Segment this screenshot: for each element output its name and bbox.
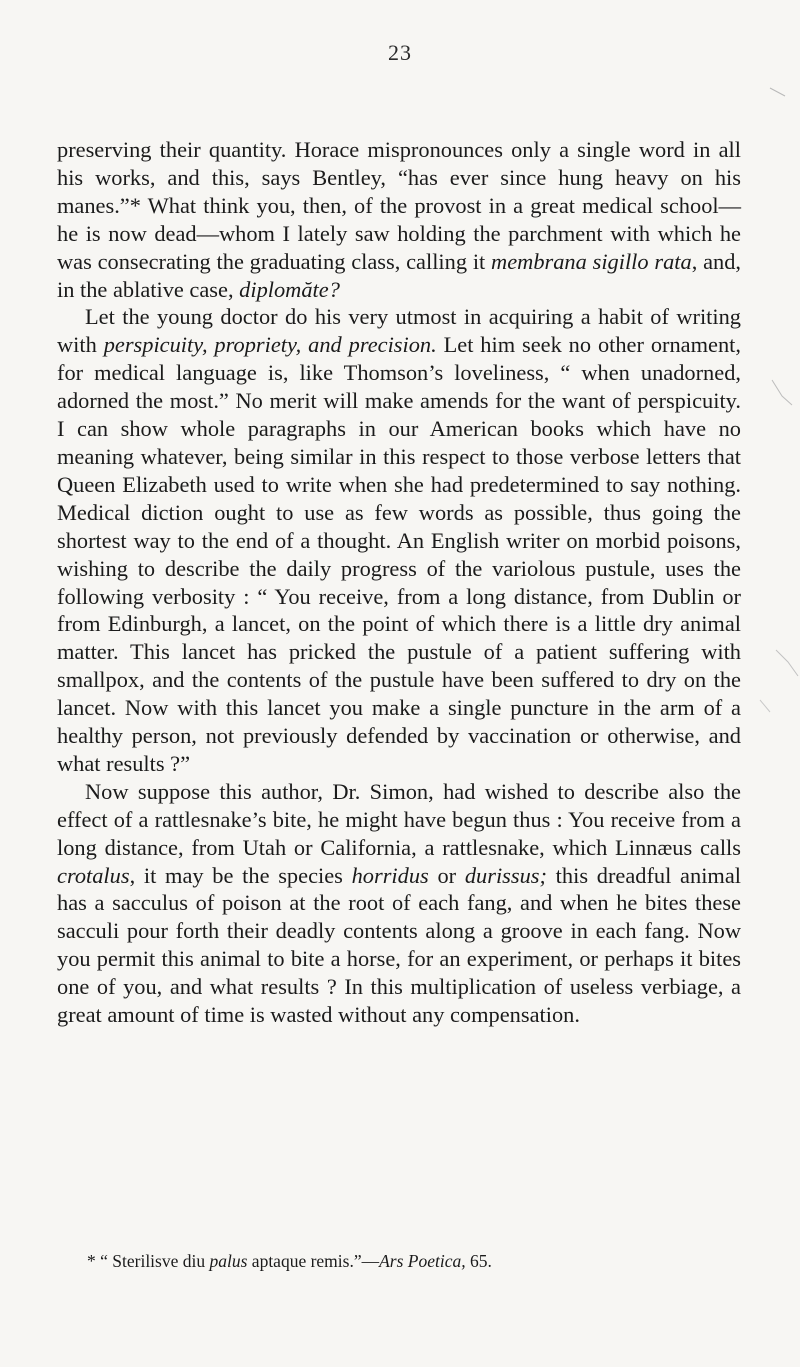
italic-text: perspicuity, propriety, and precision. [103, 332, 437, 358]
page-number: 23 [388, 40, 412, 65]
text-run: Let him seek no other ornament, for medical language is, like Thomson’s loveliness, “ when unadorned, adorned the most.” No merit will make amends for the want of perspicuity. I can show whole paragraphs in our American books which have no meaning whatever, being similar in this respect to those verbose letters that Queen Elizabeth used to write when she had predetermined to say nothing. Medical diction ought to use as few words as possible, thus going the shortest way to the end of a thought. An English writer on morbid poisons, wishing to describe the daily progress of the variolous pustule, uses the following verbosity : “ You receive, from a long distance, from Dublin or from Edinburgh, a lancet, on the point of which there is a little dry animal matter. This lancet has pricked the pustule of a patient suffering with smallpox, and the contents of the pustule have been suffered to dry on the lancet. Now with this lancet you make a single puncture in the arm of a healthy person, not previously defended by vaccination or otherwise, and what results ?” [57, 332, 741, 776]
footnote [57, 1250, 747, 1272]
italic-text: horridus [351, 862, 429, 888]
italic-text: diplomăte? [239, 276, 340, 302]
text-run: Now suppose this author, Dr. Simon, had wished to describe also the effect of a rattlesnake’s bite, he might have begun thus : You receive from a long distance, from Utah or California, a rattlesnake, which Linnæus calls [57, 778, 741, 860]
text-run: , and, in the ablative case, [57, 248, 742, 302]
text-run: or [428, 862, 465, 888]
text-run: preserving their quantity. Horace mispronounces only a single word in all his works, and this, says Bentley, “has ever since hung heavy on his manes.”* What think you, then, of the provost in a great medical school—he is now dead—whom I lately saw holding the parchment with which he was consecrating the graduating class, calling it [57, 137, 741, 274]
body-text [57, 136, 741, 1029]
paragraph-2 [57, 303, 741, 777]
italic-text: durissus; [464, 862, 547, 888]
text-run: * “ Sterilisve diu [87, 1251, 210, 1271]
italic-text: palus [209, 1251, 248, 1271]
text-run: this dreadful animal has a sacculus of poison at the root of each fang, and when he bites these sacculi pour forth their deadly contents along a groove in each fang. Now you permit this animal to bite a horse, for an experiment, or perhaps it bites one of you, and what results ? In this multiplication of useless verbiage, a great amount of time is wasted without any compensation. [57, 862, 741, 1028]
text-run: Let the young doctor do his very utmost in acquiring a habit of writing with [57, 304, 741, 358]
italic-text: membrana sigillo rata [491, 248, 692, 274]
text-run: aptaque remis.”— [247, 1251, 380, 1271]
text-run: 65. [465, 1251, 492, 1271]
paragraph-3 [57, 778, 741, 1029]
italic-text: crotalus [57, 862, 130, 888]
text-run: , it may be the species [129, 862, 352, 888]
italic-text: Ars Poetica, [379, 1251, 466, 1271]
paragraph-1 [57, 136, 741, 303]
